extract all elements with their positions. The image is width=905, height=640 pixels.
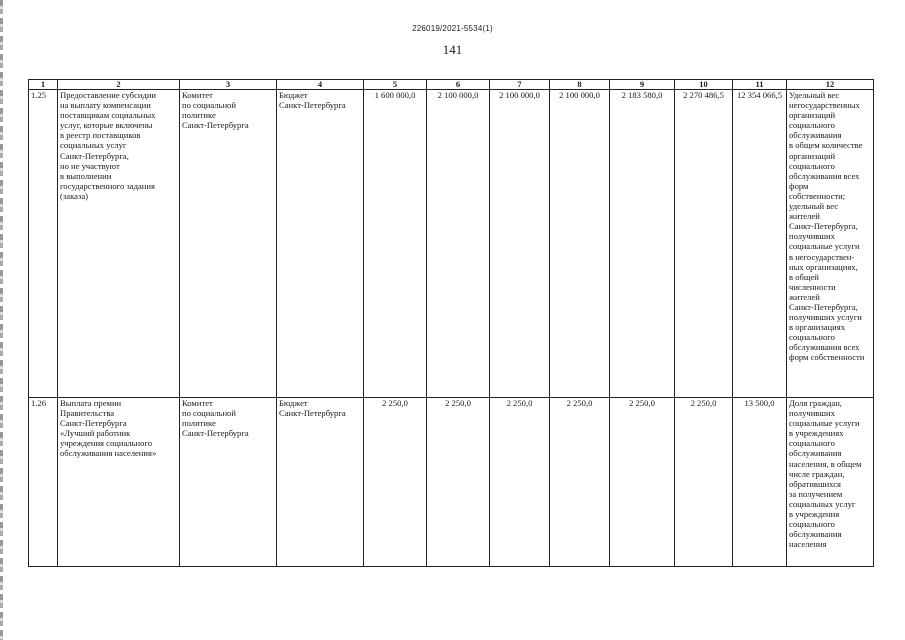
- row-index: 1.25: [29, 90, 58, 398]
- col-header-2: 2: [58, 80, 180, 90]
- measure-name-text: Выплата премии Правительства Санкт-Петербурга «Лучший работник учреждения социального обслуживания населения»: [60, 398, 157, 459]
- col-header-6: 6: [427, 80, 490, 90]
- value-col-6: 2 100 000,0: [427, 90, 490, 398]
- program-table: [28, 79, 874, 567]
- col-header-11: 11: [733, 80, 787, 90]
- table-row: [29, 398, 874, 567]
- measure-name: [58, 398, 180, 567]
- value-col-9: 2 250,0: [610, 398, 675, 567]
- funding-source-text: Бюджет Санкт-Петербурга: [279, 90, 346, 111]
- row-index: 1.26: [29, 398, 58, 567]
- total-value: 12 354 066,5: [733, 90, 787, 398]
- value-col-7: 2 100 000,0: [490, 90, 550, 398]
- col-header-7: 7: [490, 80, 550, 90]
- executor: [180, 398, 277, 567]
- executor-text: Комитет по социальной политике Санкт-Петербурга: [182, 398, 249, 439]
- col-header-12: 12: [787, 80, 874, 90]
- value-col-10: 2 250,0: [675, 398, 733, 567]
- funding-source: [277, 90, 364, 398]
- col-header-5: 5: [364, 80, 427, 90]
- executor: [180, 90, 277, 398]
- col-header-10: 10: [675, 80, 733, 90]
- measure-name-text: Предоставление субсидии на выплату компенсации поставщикам социальных услуг, которые включены в реестр поставщиков социальных услуг Санкт-Петербурга, но не участвуют в выполнении государственного задания (заказа): [60, 90, 157, 201]
- scan-edge-artifact: [0, 0, 3, 640]
- value-col-10: 2 270 486,5: [675, 90, 733, 398]
- col-header-8: 8: [550, 80, 610, 90]
- value-col-5: 2 250,0: [364, 398, 427, 567]
- value-col-5: 1 600 000,0: [364, 90, 427, 398]
- funding-source-text: Бюджет Санкт-Петербурга: [279, 398, 346, 419]
- measure-name: [58, 90, 180, 398]
- value-col-9: 2 183 580,0: [610, 90, 675, 398]
- col-header-4: 4: [277, 80, 364, 90]
- total-value: 13 500,0: [733, 398, 787, 567]
- col-header-9: 9: [610, 80, 675, 90]
- col-header-1: 1: [29, 80, 58, 90]
- page-number: 141: [442, 42, 463, 57]
- indicator-text: Доля граждан, получивших социальные услуги в учреждениях социального обслуживания населения, в общем числе граждан, обратившихся за получением социальных услуг в учреждения социального обслуживания населения: [789, 398, 862, 550]
- value-col-6: 2 250,0: [427, 398, 490, 567]
- document-id: 226019/2021-5534(1): [412, 24, 493, 33]
- header-row: [29, 80, 874, 90]
- funding-source: [277, 398, 364, 567]
- indicator: [787, 398, 874, 567]
- value-col-8: 2 100 000,0: [550, 90, 610, 398]
- value-col-7: 2 250,0: [490, 398, 550, 567]
- indicator-text: Удельный вес негосударственных организаций социального обслуживания в общем количестве организаций социального обслуживания всех форм собственности; удельный вес жителей Санкт-Петербурга, получивших социальные услуги в негосударствен- ных организациях, в общей численности жителей Санкт-Петербурга, получивших услуги в организациях социального обслуживания всех форм собственности: [789, 90, 865, 363]
- value-col-8: 2 250,0: [550, 398, 610, 567]
- table-row: [29, 90, 874, 398]
- executor-text: Комитет по социальной политике Санкт-Петербурга: [182, 90, 249, 131]
- indicator: [787, 90, 874, 398]
- col-header-3: 3: [180, 80, 277, 90]
